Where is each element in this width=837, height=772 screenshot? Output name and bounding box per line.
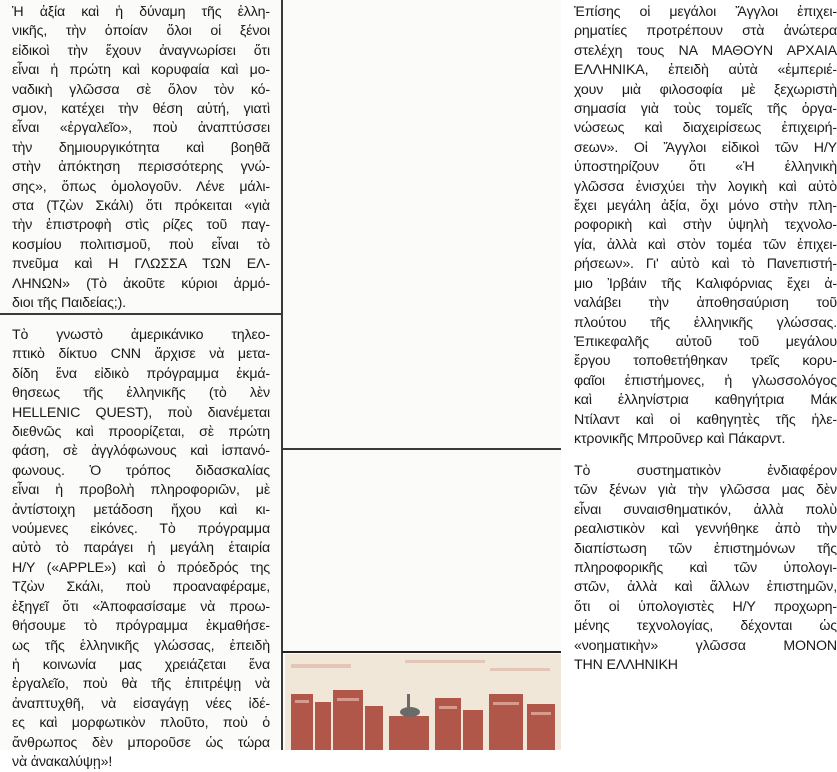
- text-line: σημασία γιὰ τοὺς τομεῖς τῆς ὀργα-: [574, 101, 837, 118]
- text-line: φωνους. Ὁ τρόπος διδασκαλίας: [12, 462, 270, 479]
- paragraph-3: [574, 3, 837, 449]
- text-line: στὴν ἀπόκτηση περισσότερης γνώ-: [12, 159, 270, 176]
- text-line: στῶν, ἀλλὰ καὶ ἄλλων ἐπιστημῶν,: [574, 579, 837, 596]
- text-line: σεων». Οἱ Ἄγγλοι εἰδικοὶ τῶν Η/Υ: [574, 139, 837, 156]
- text-line: ἔχει μεγάλη ἀξία, ὄχι μόνο στὴν πλη-: [574, 198, 837, 215]
- text-line: Η/Υ («APPLE») καὶ ὁ πρόεδρός της: [12, 559, 270, 576]
- text-line: σμον, κατέχει τὴν θέση αὐτή, γιατὶ: [12, 101, 270, 118]
- text-line: Ἡ ἀξία καὶ ἡ δύναμη τῆς ἑλλη-: [12, 4, 270, 20]
- text-line: ρήσεων». Γι' αὐτὸ καὶ τὸ Πανεπιστή-: [574, 256, 837, 273]
- text-line: ως τῆς ἑλληνικῆς γλώσσας, ἐπειδὴ: [12, 637, 270, 654]
- text-line: εἶναι ἡ πρώτη καὶ κορυφαία καὶ μο-: [12, 62, 270, 79]
- paragraph-2: [12, 326, 270, 772]
- text-line: ΛΗΝΩΝ» (Τὸ ἀκοῦτε κύριοι ἁρμό-: [12, 275, 270, 292]
- text-line: τῶν ξένων γιὰ τὴν γλῶσσα μας δὲν: [574, 482, 837, 499]
- text-line: ὅτι οἱ ὑπολογιστὲς Η/Υ προχωρη-: [574, 598, 837, 615]
- text-line: πνεῦμα καὶ Η ΓΛΩΣΣΑ ΤΩΝ ΕΛ-: [12, 256, 270, 273]
- text-line: ἀναπτυχθῆ, νὰ εἰσαγάγῃ νέες ἰδέ-: [12, 695, 270, 712]
- text-line: Ἐπικεφαλῆς αὐτοῦ τοῦ μεγάλου: [574, 333, 837, 350]
- books-drawing: [285, 654, 561, 750]
- illustration-top-rule: [282, 651, 561, 653]
- text-line: πτικὸ δίκτυο CNN ἄρχισε νὰ μετα-: [12, 346, 270, 363]
- text-line: ΕΛΛΗΝΙΚΑ, ἐπειδὴ αὐτὰ «ἐμπεριέ-: [574, 62, 837, 79]
- text-line: ροφορικὴ καὶ στὴν ὑψηλὴ τεχνολο-: [574, 217, 837, 234]
- text-line: ρηματίες προτρέπουν στὰ ἀνώτερα: [574, 23, 837, 40]
- text-line: ναδικὴ γλῶσσα σὲ ὅλον τὸν κό-: [12, 81, 270, 98]
- text-line: Τζὼν Σκάλι, ποὺ προαναφέραμε,: [12, 579, 270, 596]
- text-line: ὑποστηρίζουν ὅτι «Ἡ ἑλληνικὴ: [574, 159, 837, 176]
- text-line: νὰ ἀνακαλύψῃ»!: [12, 753, 113, 770]
- text-line: διεθνῶς καὶ προορίζεται, σὲ πρώτη: [12, 424, 270, 441]
- text-line: τὴν ἐπιστροφὴ στὶς ρίζες τοῦ παγ-: [12, 217, 270, 234]
- text-line: διαπίστωση τῶν ἐπιστημόνων τῆς: [574, 540, 837, 557]
- text-line: φαῖοι ἐπιστήμονες, ἡ γλωσσολόγος: [574, 372, 837, 389]
- paragraph-1: [12, 3, 270, 314]
- text-line: εἶναι συναισθηματικόν, ἀλλὰ πολὺ: [574, 501, 837, 518]
- text-line: ΤΗΝ ΕΛΛΗΝΙΚΗ: [574, 657, 678, 674]
- text-line: «νοηματικὴν» γλῶσσα ΜΟΝΟΝ: [574, 637, 837, 654]
- text-line: HELLENIC QUEST), ποὺ διανέμεται: [12, 404, 270, 421]
- text-line: ἄνθρωπος δὲν μποροῦσε ὡς τώρα: [12, 734, 270, 751]
- books-illustration: [285, 654, 561, 750]
- text-line: νικῆς, τὴν ὁποίαν ὅλοι οἱ ξένοι: [12, 23, 270, 40]
- paragraph-4: [574, 462, 837, 675]
- text-line: εἰδικοὶ τὴν ἔχουν ἀναγνωρίσει ὅτι: [12, 42, 270, 59]
- text-line: διοι τῆς Παιδείας;).: [12, 295, 126, 312]
- text-line: νούμενες εἰκόνες. Τὸ πρόγραμμα: [12, 521, 270, 538]
- text-line: γλῶσσα ἐνισχύει τὴν λογικὴ καὶ αὐτὸ: [574, 178, 837, 195]
- text-line: πληροφορικῆς καὶ τῶν ὑπολογι-: [574, 560, 837, 577]
- left-column: [0, 0, 282, 770]
- text-line: σης», ὅπως ὁμολογοῦν. Λένε μάλι-: [12, 178, 270, 195]
- text-line: γία, ἀλλὰ καὶ στὸν τομέα τῶν ἐπιχει-: [574, 236, 837, 253]
- text-line: ἔργου τοποθετήθηκαν τρεῖς κορυ-: [574, 353, 837, 370]
- text-line: νώσεως καὶ διαχειρίσεως ἐπιχειρή-: [574, 120, 837, 137]
- text-line: κοσμίου πολιτισμοῦ, ποὺ εἶναι τὸ: [12, 236, 270, 253]
- text-line: Τὸ συστηματικὸν ἐνδιαφέρον: [574, 463, 837, 479]
- text-line: θήσουμε τὸ πρόγραμμα ἐκμαθήσε-: [12, 618, 270, 635]
- text-line: φάση, σὲ ἀγγλόφωνους καὶ ἱσπανό-: [12, 443, 270, 460]
- text-line: ἡ κοινωνία μας χρειάζεται ἕνα: [12, 656, 270, 673]
- text-line: αὐτὸ τὸ παράγει ἡ μεγάλη ἑταιρία: [12, 540, 270, 557]
- text-line: θησεως τῆς ἑλληνικῆς (τὸ λὲν: [12, 385, 270, 402]
- text-line: πλούτου τῆς ἑλληνικῆς γλώσσας.: [574, 314, 837, 331]
- text-line: εἶναι ἡ προβολὴ πληροφοριῶν, μὲ: [12, 482, 270, 499]
- text-line: δίδη ἕνα εἰδικὸ πρόγραμμα ἐκμά-: [12, 365, 270, 382]
- text-line: ναλάβει τὴν ἀποθησαύριση τοῦ: [574, 295, 837, 312]
- text-line: μένης τεχνολογίας, δέχονται ὡς: [574, 618, 837, 635]
- right-column: [284, 0, 837, 750]
- text-line: ἐξηγεῖ ὅτι «Ἀποφασίσαμε νὰ προω-: [12, 598, 270, 615]
- text-line: Ντίλαντ καὶ οἱ καθηγητὲς τῆς ἠλε-: [574, 411, 837, 428]
- text-line: ἀντίστοιχη μετάδοση ἤχου καὶ κι-: [12, 501, 270, 518]
- text-line: καὶ ἑλληνίστρια καθηγήτρια Μάκ: [574, 392, 837, 409]
- text-line: τὴν δημιουργικότητα καὶ βοηθᾶ: [12, 139, 270, 156]
- text-line: ες καὶ μορφωτικὸν πλοῦτο, ποὺ ὁ: [12, 715, 270, 732]
- text-line: χουν μιὰ φιλοσοφία μὲ ξεχωριστὴ: [574, 81, 837, 98]
- text-line: Ἐπίσης οἱ μεγάλοι Ἄγγλοι ἐπιχει-: [574, 4, 837, 20]
- text-line: μιο Ἰρβάιν τῆς Καλιφόρνιας ἔχει ἀ-: [574, 275, 837, 292]
- text-line: στελέχη τους ΝΑ ΜΑΘΟΥΝ ΑΡΧΑΙΑ: [574, 42, 837, 59]
- text-line: στα (Τζὼν Σκάλι) ὅτι πρόκειται «γιὰ: [12, 198, 270, 215]
- text-line: Τὸ γνωστὸ ἀμερικάνικο τηλεο-: [12, 327, 270, 343]
- text-line: κτρονικῆς Μπροῦνερ καὶ Πάκαρντ.: [574, 430, 786, 447]
- text-line: εἶναι «ἐργαλεῖο», ποὺ ἀναπτύσσει: [12, 120, 270, 137]
- text-line: ἐργαλεῖο, ποὺ θὰ τῆς ἐπιτρέψῃ νὰ: [12, 676, 270, 693]
- text-line: ρεαλιστικὸν καὶ γεννήθηκε ἀπὸ τὴν: [574, 521, 837, 538]
